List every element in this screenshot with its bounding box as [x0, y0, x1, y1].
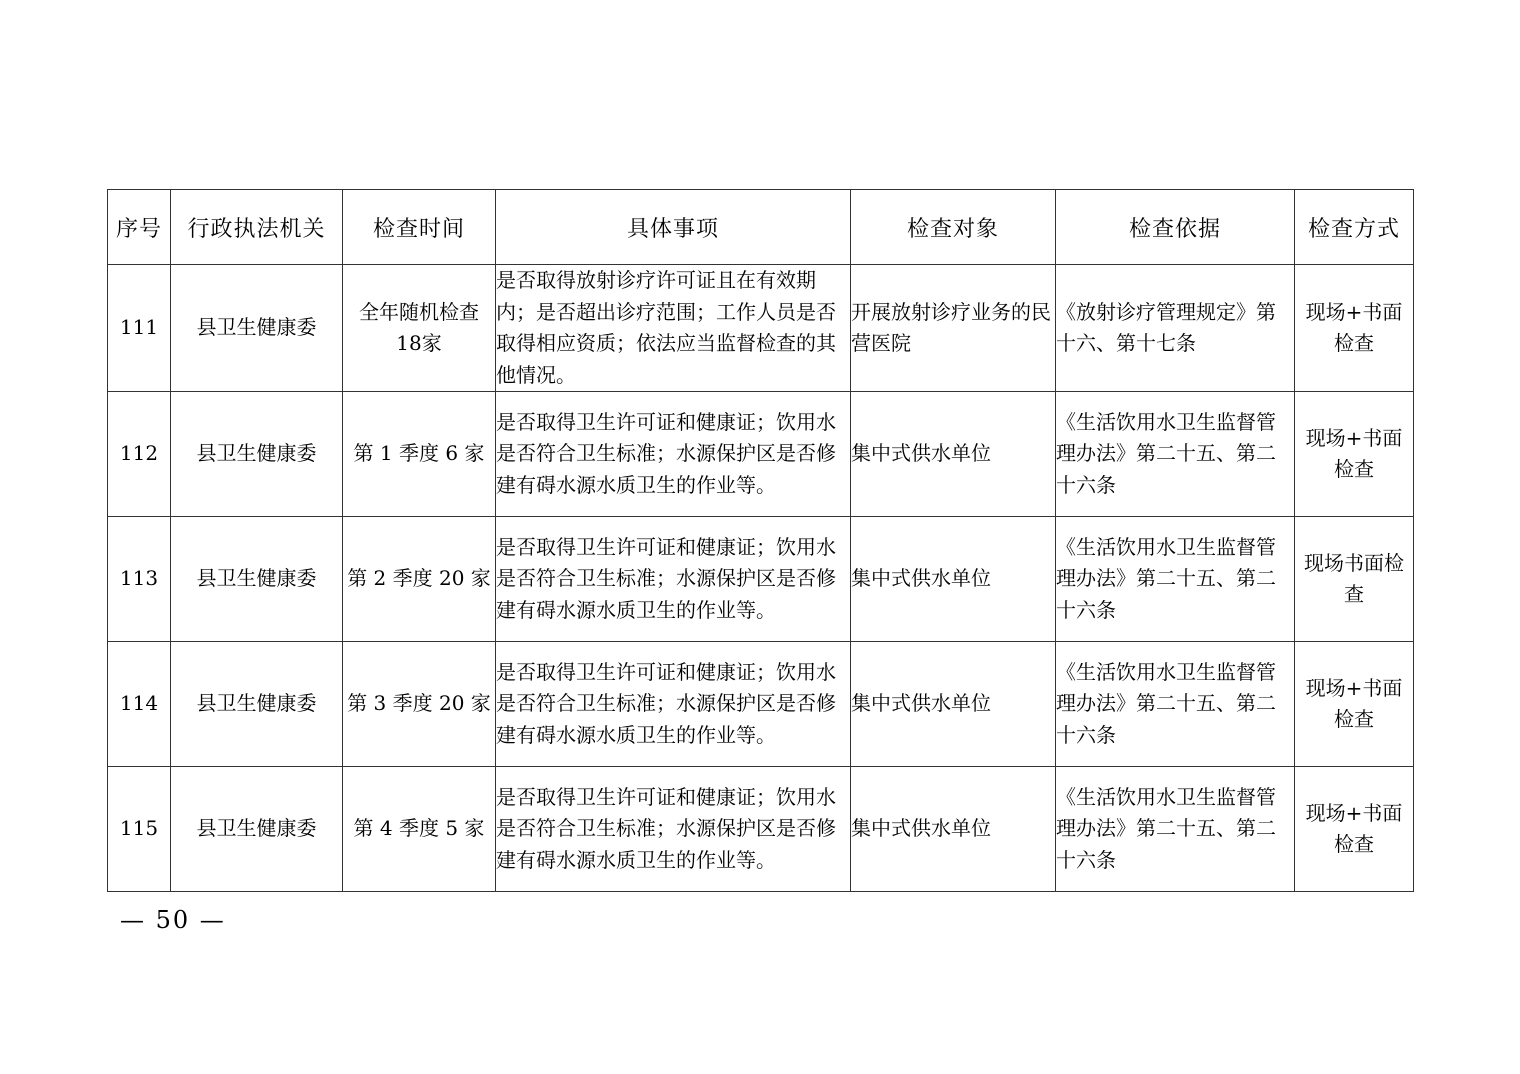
cell-method: 现场书面检查: [1295, 517, 1414, 642]
cell-matter: 是否取得放射诊疗许可证且在有效期内；是否超出诊疗范围；工作人员是否取得相应资质；依法应当监督检查的其他情况。: [496, 265, 851, 392]
table-row: [108, 517, 1414, 642]
cell-time: 全年随机检查18家: [343, 265, 496, 392]
page-number: — 50 —: [120, 906, 226, 934]
table-header-row: [108, 190, 1414, 265]
cell-agency: 县卫生健康委: [171, 642, 343, 767]
cell-matter: 是否取得卫生许可证和健康证；饮用水是否符合卫生标准；水源保护区是否修建有碍水源水质卫生的作业等。: [496, 767, 851, 892]
cell-time: 第 1 季度 6 家: [343, 392, 496, 517]
cell-method: 现场+书面检查: [1295, 265, 1414, 392]
table-row: [108, 767, 1414, 892]
cell-method: 现场+书面检查: [1295, 392, 1414, 517]
header-target: 检查对象: [851, 190, 1056, 265]
cell-matter: 是否取得卫生许可证和健康证；饮用水是否符合卫生标准；水源保护区是否修建有碍水源水质卫生的作业等。: [496, 517, 851, 642]
cell-seq: 113: [108, 517, 171, 642]
cell-basis: 《生活饮用水卫生监督管理办法》第二十五、第二十六条: [1056, 517, 1295, 642]
cell-matter: 是否取得卫生许可证和健康证；饮用水是否符合卫生标准；水源保护区是否修建有碍水源水质卫生的作业等。: [496, 392, 851, 517]
cell-time: 第 2 季度 20 家: [343, 517, 496, 642]
inspection-plan-table: [107, 189, 1414, 892]
header-seq: 序号: [108, 190, 171, 265]
cell-time: 第 3 季度 20 家: [343, 642, 496, 767]
cell-target: 集中式供水单位: [851, 392, 1056, 517]
cell-agency: 县卫生健康委: [171, 392, 343, 517]
cell-target: 集中式供水单位: [851, 517, 1056, 642]
table-row: [108, 642, 1414, 767]
cell-agency: 县卫生健康委: [171, 265, 343, 392]
header-matter: 具体事项: [496, 190, 851, 265]
cell-method: 现场+书面检查: [1295, 642, 1414, 767]
cell-target: 集中式供水单位: [851, 767, 1056, 892]
cell-seq: 111: [108, 265, 171, 392]
cell-basis: 《放射诊疗管理规定》第十六、第十七条: [1056, 265, 1295, 392]
header-time: 检查时间: [343, 190, 496, 265]
cell-seq: 115: [108, 767, 171, 892]
table-row: [108, 392, 1414, 517]
cell-target: 开展放射诊疗业务的民营医院: [851, 265, 1056, 392]
header-basis: 检查依据: [1056, 190, 1295, 265]
cell-target: 集中式供水单位: [851, 642, 1056, 767]
cell-agency: 县卫生健康委: [171, 517, 343, 642]
header-method: 检查方式: [1295, 190, 1414, 265]
cell-basis: 《生活饮用水卫生监督管理办法》第二十五、第二十六条: [1056, 392, 1295, 517]
cell-time: 第 4 季度 5 家: [343, 767, 496, 892]
header-agency: 行政执法机关: [171, 190, 343, 265]
cell-basis: 《生活饮用水卫生监督管理办法》第二十五、第二十六条: [1056, 642, 1295, 767]
cell-method: 现场+书面检查: [1295, 767, 1414, 892]
cell-seq: 112: [108, 392, 171, 517]
cell-matter: 是否取得卫生许可证和健康证；饮用水是否符合卫生标准；水源保护区是否修建有碍水源水质卫生的作业等。: [496, 642, 851, 767]
cell-seq: 114: [108, 642, 171, 767]
cell-agency: 县卫生健康委: [171, 767, 343, 892]
table-row: [108, 265, 1414, 392]
cell-basis: 《生活饮用水卫生监督管理办法》第二十五、第二十六条: [1056, 767, 1295, 892]
